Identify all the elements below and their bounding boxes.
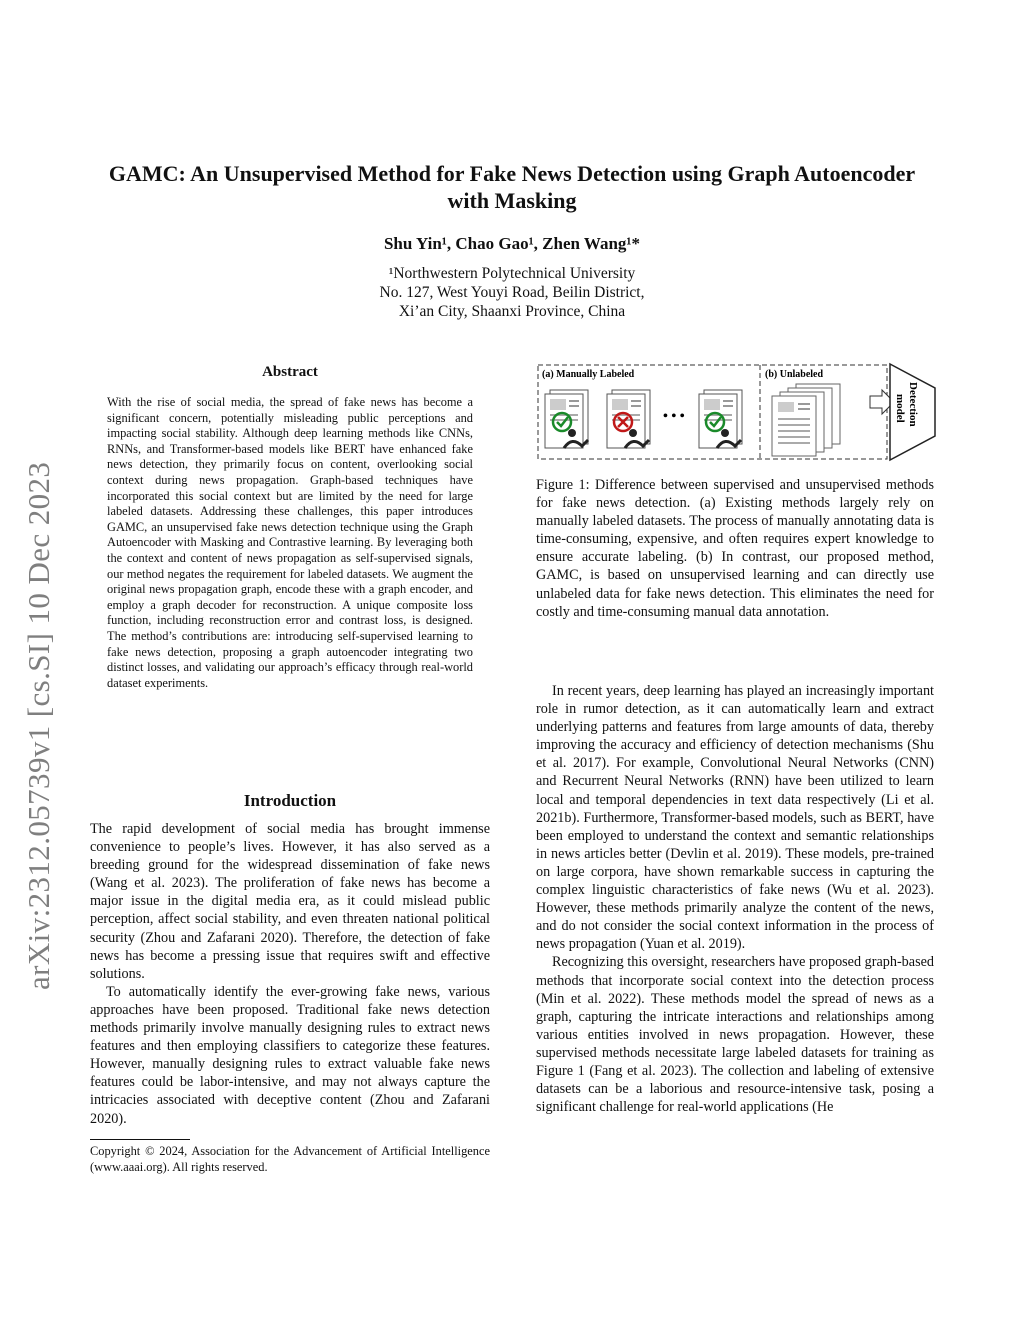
footnote-divider — [90, 1139, 190, 1140]
left-column-body — [90, 820, 490, 1128]
labeled-document-stack — [545, 390, 588, 448]
introduction-heading: Introduction — [243, 791, 337, 810]
right-column-body — [536, 682, 934, 1116]
annotator-icon — [629, 429, 637, 437]
affiliation-line: ¹Northwestern Polytechnical University — [388, 265, 636, 282]
figure-1-caption: Figure 1: Difference between supervised and unsupervised methods for fake news detection. (a) Existing methods largely rely on manually labeled datasets. The process of manually annotating data is time-consuming, expensive, and often requires expert knowledge to ensure accurate labeling. (b) In contrast, our proposed method, GAMC, is based on unsupervised learning and can directly use unlabeled data for fake news detection. This eliminates the need for costly and time-consuming manual data annotation. — [536, 477, 934, 620]
paper-title: GAMC: An Unsupervised Method for Fake News Detection using Graph Autoencoder with Masking — [108, 161, 916, 213]
affiliation — [100, 264, 924, 321]
affiliation-line: No. 127, West Youyi Road, Beilin District, — [379, 284, 645, 301]
paragraph: In recent years, deep learning has played an increasingly important role in rumor detection, as it can automatically learn and extract underlying patterns and features from large amounts of data, thereby improving the accuracy and efficiency of detection mechanisms (Shu et al. 2017). For example, Convolutional Neural Networks (CNN) and Recurrent Neural Networks (RNN) have been utilized to learn local and temporal dependencies in text data respectively (Li et al. 2021b). Furthermore, Transformer-based models, such as BERT, have been employed to understand the context and semantic relationships in news articles better (Devlin et al. 2019). These models, pre-trained on large corpora, have shown remarkable success in capturing the complex linguistic characteristics of fake news (Wu et al. 2023). However, these methods primarily analyze the content of the news, and do not consider the social context information in the process of news propagation (Yuan et al. 2019). — [536, 683, 934, 953]
paragraph: Recognizing this oversight, researchers have proposed graph-based methods that incorporate social context into the detection process (Min et al. 2022). These methods model the spread of news as a graph, capturing the intricate interactions and relationships among various entities involved in news propagation. However, these supervised methods necessitate large labeled datasets for training as Figure 1 (Fang et al. 2023). The collection and labeling of extensive datasets can be a laborious and resource-intensive task, posing a significant challenge for real-world applications (He — [536, 954, 934, 1116]
copyright-footnote: Copyright © 2024, Association for the Advancement of Artificial Intelligence (www.aaai.org). All rights reserved. — [90, 1144, 490, 1174]
affiliation-line: Xi’an City, Shaanxi Province, China — [398, 303, 626, 320]
ellipsis: • • • — [663, 409, 685, 424]
label-manually-labeled: (a) Manually Labeled — [542, 369, 635, 380]
figure-1 — [536, 362, 936, 462]
annotator-icon — [568, 429, 576, 437]
label-unlabeled: (b) Unlabeled — [765, 369, 824, 380]
arxiv-identifier: arXiv:2312.05739v1 [cs.SI] 10 Dec 2023 — [21, 461, 56, 990]
detection-model-label: Detection — [907, 382, 919, 427]
labeled-document-stack — [699, 390, 742, 448]
detection-model-label: model — [894, 394, 906, 423]
unlabeled-document-stack — [772, 384, 840, 456]
author-list: Shu Yin¹, Chao Gao¹, Zhen Wang¹* — [383, 234, 641, 253]
paragraph: The rapid development of social media has brought immense convenience to people’s lives. However, it has also served as a breeding ground for the widespread dissemination of fake news (Wang et al. 2023). The proliferation of fake news has become a major issue in the digital media era, as it could mislead public perception, affect social stability, and even threaten national political security (Zhou and Zafarani 2020). Therefore, the detection of fake news has become a pressing issue that requires swift and effective solutions. — [90, 821, 490, 982]
abstract-heading: Abstract — [262, 364, 318, 380]
paragraph: To automatically identify the ever-growing fake news, various approaches have been proposed. Traditional fake news detection methods primarily involve manually designing rules to extract news features and then employing classifiers to categorize these features. However, manually designing rules to extract valuable fake news features could be labor-intensive, and may not always capture the intricacies associated with deceptive content (Zhou and Zafarani 2020). — [90, 983, 490, 1127]
abstract-text: With the rise of social media, the spread of fake news has become a significant concern, potentially misleading public perceptions and impacting social stability. Although deep learning methods like CNNs, RNNs, and Transformer-based models like BERT have enhanced fake news detection, they primarily focus on content, overlooking social context during news propagation. Graph-based techniques have incorporated this social context but are limited by the need for large labeled datasets. Addressing these challenges, this paper introduces GAMC, an unsupervised fake news detection technique using the Graph Autoencoder with Masking and Contrastive learning. By leveraging both the context and content of news propagation as self-supervised signals, our method negates the requirement for labeled datasets. We augment the original news propagation graph, encode these with a graph encoder, and employ a graph decoder for reconstruction. A unique composite loss function, including reconstruction error and contrast loss, is designed. The method’s contributions are: introducing self-supervised learning to fake news detection, proposing a graph autoencoder integrating two distinct losses, and validating our approach’s efficacy through real-world dataset experiments. — [107, 395, 473, 690]
annotator-icon — [721, 429, 729, 437]
labeled-document-stack — [607, 390, 650, 448]
